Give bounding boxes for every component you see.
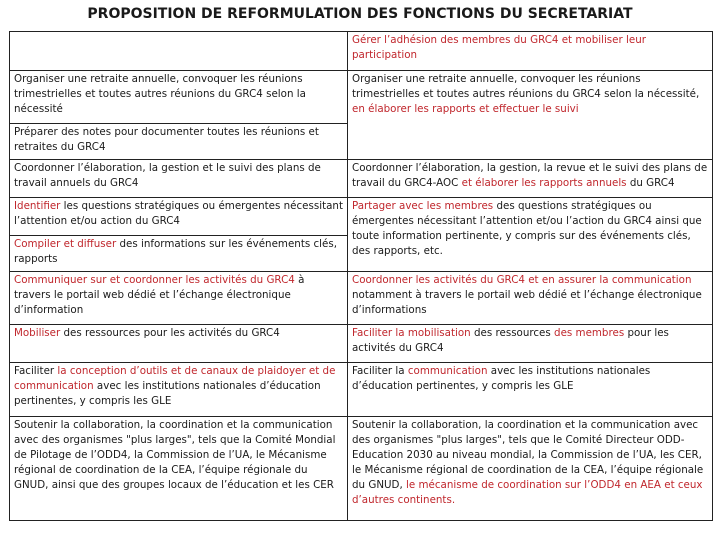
cell-text: à travers le portail web dédié et l’échange électronique d’information (14, 274, 305, 316)
cell-text: des ressources (470, 327, 555, 339)
cell-text-highlight: Mobiliser (14, 327, 61, 339)
cell-left (10, 124, 348, 160)
cell-text: Préparer des notes pour documenter toutes les réunions et retraites du GRC4 (14, 126, 319, 153)
cell-text: Coordonner l’élaboration, la gestion, la revue et le suivi des plans de travail du GRC4-AOC (352, 162, 708, 189)
cell-left (10, 417, 348, 521)
table-row (10, 32, 713, 71)
cell-right (348, 325, 713, 363)
cell-right (348, 71, 713, 160)
cell-text: Organiser une retraite annuelle, convoquer les réunions trimestrielles et toutes autres réunions du GRC4 selon la nécessité, (352, 73, 700, 100)
cell-text: notamment à travers le portail web dédié et l’échange électronique d’informations (352, 288, 702, 316)
cell-text-highlight: la conception d’outils et de canaux de plaidoyer et de communication (14, 365, 336, 392)
cell-right (348, 32, 713, 71)
cell-text-highlight: Faciliter la mobilisation (352, 327, 471, 339)
cell-text: du GRC4 (626, 176, 675, 189)
cell-text-highlight: Compiler et diffuser (14, 238, 117, 250)
cell-text-highlight: des membres (554, 327, 625, 339)
cell-text: des ressources pour les activités du GRC4 (60, 327, 280, 339)
cell-text: Soutenir la collaboration, la coordination et la communication avec des organismes "plus larges", tels que le Comité Directeur ODD-Education 2030 au niveau mondial, la Commission de l’UA, les CER, le Mécanisme régional de coordination de la CEA, l’équipe régionale du GNUD, (352, 419, 704, 491)
cell-text: Faciliter (14, 365, 58, 377)
cell-text: pour les activités du GRC4 (352, 327, 669, 354)
table-row (10, 71, 713, 124)
cell-text: des informations sur les événements clés, rapports (14, 238, 337, 265)
table-row (10, 363, 713, 417)
cell-text: Organiser une retraite annuelle, convoquer les réunions trimestrielles et toutes autres réunions du GRC4 selon la nécessité (14, 73, 306, 115)
cell-text-highlight: communication (407, 365, 488, 377)
cell-text: Faciliter la (352, 365, 408, 377)
cell-left (10, 198, 348, 236)
cell-text-highlight: Identifier (14, 200, 61, 212)
cell-text: Soutenir la collaboration, la coordination et la communication avec des organismes "plus larges", tels que la Comité Mondial de Pilotage de l’ODD4, la Commission de l’UA, le Mécanisme régional de coordination de la CEA, l’équipe régionale du GNUD, ainsi que des groupes locaux de l’éducation et les CER (14, 419, 336, 491)
cell-left (10, 71, 348, 124)
cell-text-highlight: Coordonner les activités du GRC4 et en assurer la communication (352, 274, 692, 286)
cell-text: avec les institutions nationales d’éducation pertinentes, y compris les GLE (14, 379, 321, 407)
cell-text-highlight: en élaborer les rapports et effectuer le suivi (352, 102, 579, 115)
table-row (10, 417, 713, 521)
cell-left (10, 325, 348, 363)
cell-left (10, 272, 348, 325)
table-row (10, 198, 713, 236)
functions-table (9, 31, 713, 521)
table-row (10, 325, 713, 363)
cell-text: Coordonner l’élaboration, la gestion et le suivi des plans de travail annuels du GRC4 (14, 162, 321, 189)
cell-right (348, 198, 713, 272)
table-row (10, 272, 713, 325)
cell-right (348, 363, 713, 417)
cell-left (10, 32, 348, 71)
cell-text-highlight: Partager avec les membres (352, 200, 494, 212)
cell-text-highlight: Communiquer sur et coordonner les activités du GRC4 (14, 274, 295, 286)
cell-text: avec les institutions nationales d’éducation pertinentes, y compris les GLE (352, 365, 651, 392)
cell-text-highlight: et élaborer les rapports annuels (461, 176, 627, 189)
cell-text-highlight: Gérer l’adhésion des membres du GRC4 et mobiliser leur participation (352, 34, 646, 61)
cell-left (10, 363, 348, 417)
table-row (10, 160, 713, 198)
cell-right (348, 417, 713, 521)
cell-text-highlight: le mécanisme de coordination sur l’ODD4 en AEA et ceux d’autres continents. (352, 478, 703, 506)
cell-left (10, 236, 348, 272)
cell-text: les questions stratégiques ou émergentes nécessitant l’attention et/ou action du GRC4 (14, 200, 343, 227)
cell-right (348, 160, 713, 198)
page-title: PROPOSITION DE REFORMULATION DES FONCTIONS DU SECRETARIAT (87, 6, 633, 22)
cell-right (348, 272, 713, 325)
cell-left (10, 160, 348, 198)
cell-text: des questions stratégiques ou émergentes nécessitant l’attention et/ou l’action du GRC4 ainsi que toute information pertinente, y compris sur des événements clés, des rapports, etc. (352, 200, 702, 257)
